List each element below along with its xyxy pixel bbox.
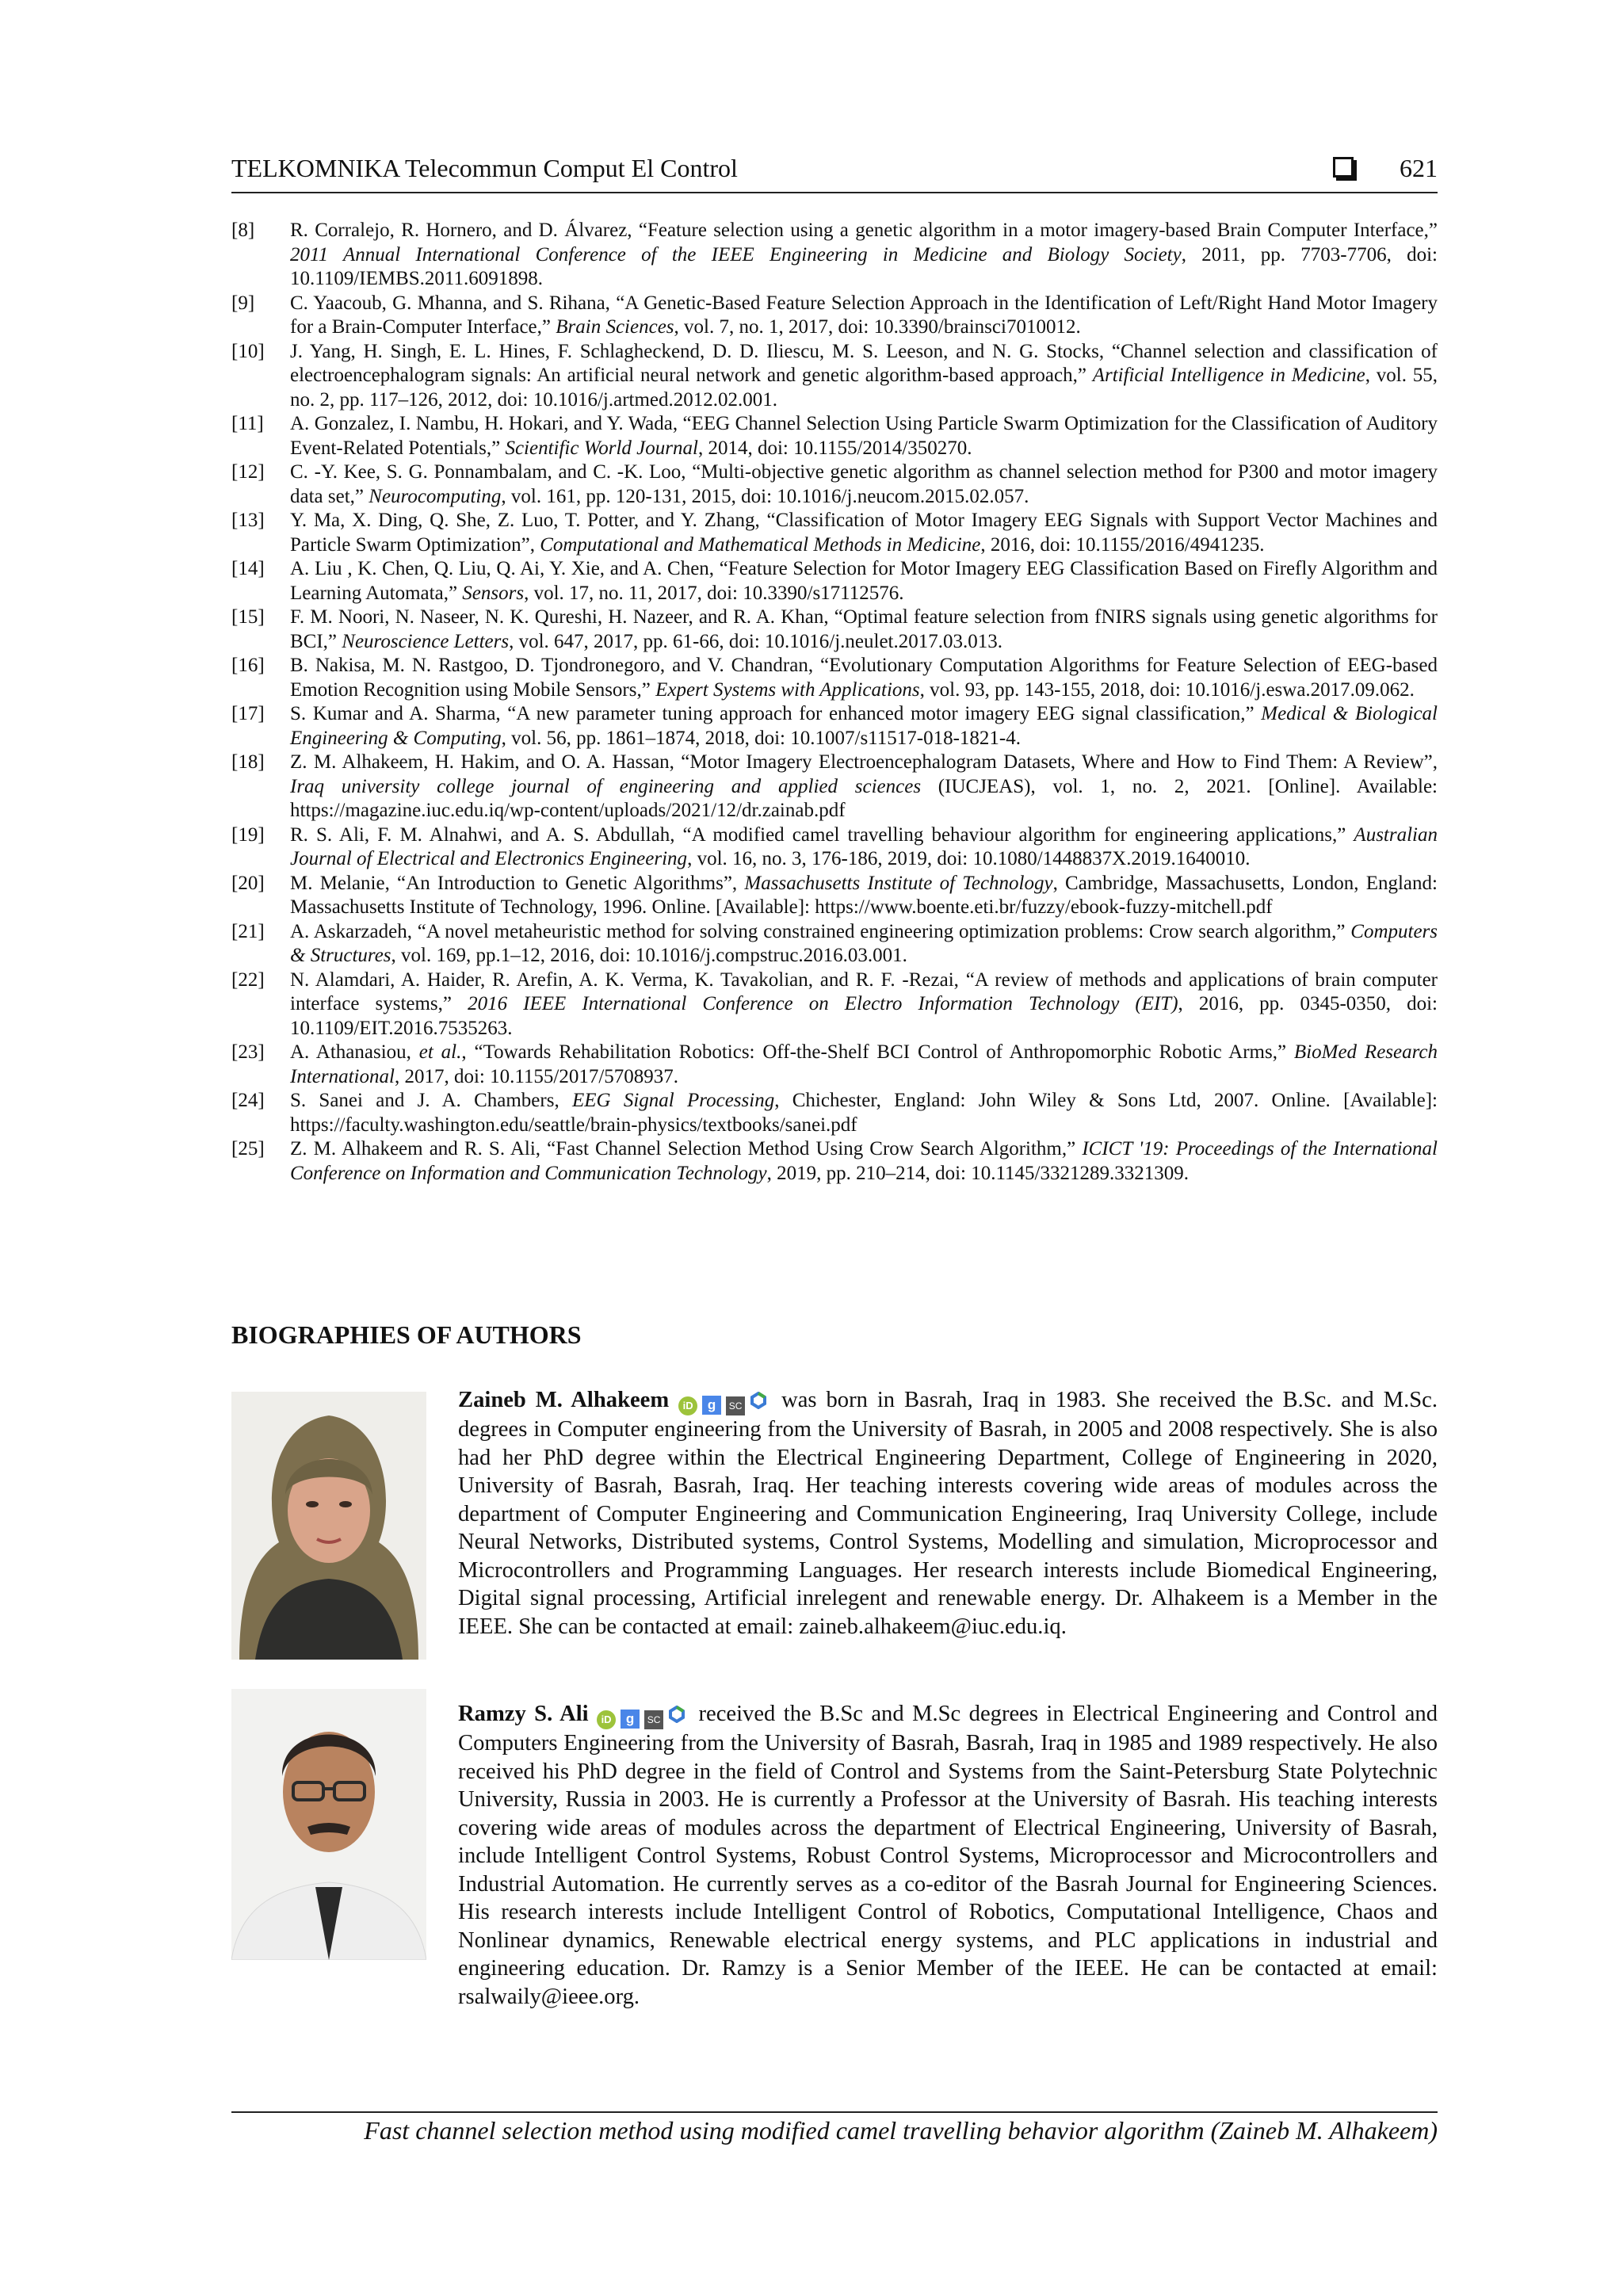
orcid-icon[interactable]: iD	[678, 1396, 697, 1415]
reference-segment: Z. M. Alhakeem, H. Hakim, and O. A. Hassan, “Motor Imagery Electroencephalogram Datasets, Where and How to Find Them: A Review”,	[290, 751, 1438, 773]
reference-text	[290, 920, 1438, 968]
author-photo-alhakeem	[231, 1392, 426, 1660]
reference-number: [16]	[231, 655, 265, 676]
reference-item	[231, 920, 1438, 968]
reference-source-italic: Medical & Biological Engineering & Computing	[290, 703, 1438, 749]
reference-text	[290, 219, 1438, 292]
reference-text	[290, 292, 1438, 340]
reference-number: [12]	[231, 461, 265, 483]
reference-source-italic: Australian Journal of Electrical and Electronics Engineering	[290, 823, 1438, 869]
reference-number: [20]	[231, 872, 265, 894]
reference-source-italic: Neuroscience Letters	[342, 630, 510, 652]
scopus-icon[interactable]: SC	[726, 1396, 745, 1415]
author-bio-text: was born in Basrah, Iraq in 1983. She received the B.Sc. and M.Sc. degrees in Computer engineering from the University of Basrah, in 2005 and 2008 respectively. She is also had her PhD degree within the Electrical Engineering Department, College of Engineering in 2020, University of Basrah, Basrah, Iraq. Her teaching interests covering wide areas of modules across the department of Computer Engineering and Communication Engineering, Iraq University College, include Neural Networks, Distributed systems, Control Systems, Modelling and simulation, Microprocessor and Microcontrollers and Programming Languages. Her research interests include Biomedical Engineering, Digital signal processing, Artificial inrelegent and renewable energy. Dr. Alhakeem is a Member in the IEEE. She can be contacted at email: zaineb.alhakeem@iuc.edu.iq.	[458, 1388, 1438, 1639]
reference-segment: Y. Ma, X. Ding, Q. She, Z. Luo, T. Potter, and Y. Zhang, “Classification of Motor Imagery EEG Signals with Support Vector Machines and Particle Swarm Optimization”,	[290, 510, 1438, 556]
reference-text	[290, 654, 1438, 702]
reference-item	[231, 872, 1438, 920]
orcid-icon[interactable]: iD	[597, 1710, 616, 1729]
reference-text	[290, 1137, 1438, 1186]
reference-number: [24]	[231, 1090, 265, 1111]
reference-item	[231, 606, 1438, 654]
reference-segment: , vol. 17, no. 11, 2017, doi: 10.3390/s17112576.	[524, 582, 904, 604]
reference-segment: , vol. 169, pp.1–12, 2016, doi: 10.1016/j.compstruc.2016.03.001.	[391, 945, 907, 966]
reference-number: [14]	[231, 558, 265, 579]
reference-segment: B. Nakisa, M. N. Rastgoo, D. Tjondronegoro, and V. Chandran, “Evolutionary Computation Algorithms for Feature Selection of EEG-based Emotion Recognition using Mobile Sensors,”	[290, 655, 1438, 701]
reference-text	[290, 872, 1438, 920]
reference-text	[290, 702, 1438, 751]
reference-segment: N. Alamdari, A. Haider, R. Arefin, A. K. Verma, K. Tavakolian, and R. F. -Rezai, “A review of methods and applications of brain computer interface systems,”	[290, 968, 1438, 1014]
reference-text	[290, 460, 1438, 509]
scopus-icon[interactable]: SC	[644, 1710, 663, 1729]
reference-item	[231, 509, 1438, 557]
reference-text	[290, 557, 1438, 606]
reference-text	[290, 1089, 1438, 1137]
reference-source-italic: 2011 Annual International Conference of the IEEE Engineering in Medicine and Biology Society	[290, 243, 1182, 266]
reference-source-italic: Sensors	[462, 582, 525, 604]
reference-source-italic: Computational and Mathematical Methods in Medicine	[540, 533, 981, 556]
reference-number: [25]	[231, 1138, 265, 1159]
author-bio-alhakeem	[458, 1386, 1438, 1641]
reference-segment: R. S. Ali, F. M. Alnahwi, and A. S. Abdullah, “A modified camel travelling behaviour algorithm for engineering applications,”	[290, 823, 1354, 846]
reference-item	[231, 702, 1438, 751]
reference-segment: , vol. 93, pp. 143-155, 2018, doi: 10.1016/j.eswa.2017.09.062.	[919, 678, 1415, 701]
reference-segment: , vol. 55, no. 2, pp. 117–126, 2012, doi: 10.1016/j.artmed.2012.02.001.	[290, 365, 1438, 411]
reference-source-italic: Neurocomputing	[369, 485, 502, 507]
reference-number: [8]	[231, 220, 255, 241]
reference-segment: , vol. 56, pp. 1861–1874, 2018, doi: 10.1007/s11517-018-1821-4.	[501, 727, 1021, 749]
reference-segment: , “Towards Rehabilitation Robotics: Off-the-Shelf BCI Control of Anthropomorphic Robotic Arms,”	[461, 1041, 1294, 1063]
reference-segment: A. Liu , K. Chen, Q. Liu, Q. Ai, Y. Xie, and A. Chen, “Feature Selection for Motor Imagery EEG Classification Based on Firefly Algorithm and Learning Automata,”	[290, 558, 1438, 604]
reference-segment: (IUCJEAS), vol. 1, no. 2, 2021. [Online]. Available: https://magazine.iuc.edu.iq/wp-content/uploads/2021/12/dr.zainab.pdf	[290, 775, 1438, 821]
reference-number: [13]	[231, 510, 265, 531]
reference-segment: A. Askarzadeh, “A novel metaheuristic method for solving constrained engineering optimization problems: Crow search algorithm,”	[290, 920, 1351, 942]
reference-source-italic: Artificial Intelligence in Medicine	[1092, 365, 1365, 386]
author-photo-ali	[231, 1689, 426, 1960]
page-header	[231, 151, 1438, 193]
reference-text	[290, 340, 1438, 413]
reference-segment: C. Yaacoub, G. Mhanna, and S. Rihana, “A Genetic-Based Feature Selection Approach in the Identification of Left/Right Hand Motor Imagery for a Brain-Computer Interface,”	[290, 292, 1438, 338]
reference-item	[231, 751, 1438, 823]
reference-item	[231, 1089, 1438, 1137]
reference-source-italic: Computers & Structures	[290, 920, 1438, 966]
reference-number: [15]	[231, 606, 265, 628]
reference-source-italic: Expert Systems with Applications	[655, 678, 920, 701]
reference-segment: Z. M. Alhakeem and R. S. Ali, “Fast Channel Selection Method Using Crow Search Algorithm,”	[290, 1138, 1083, 1159]
reference-segment: A. Athanasiou,	[290, 1041, 419, 1063]
reference-item	[231, 1137, 1438, 1186]
reference-segment: S. Sanei and J. A. Chambers,	[290, 1090, 572, 1111]
reference-segment: F. M. Noori, N. Naseer, N. K. Qureshi, H. Nazeer, and R. A. Khan, “Optimal feature selection from fNIRS signals using genetic algorithms for BCI,”	[290, 606, 1438, 652]
reference-segment: , vol. 7, no. 1, 2017, doi: 10.3390/brainsci7010012.	[674, 316, 1081, 338]
reference-segment: A. Gonzalez, I. Nambu, H. Hokari, and Y. Wada, “EEG Channel Selection Using Particle Swarm Optimization for the Classification of Auditory Event-Related Potentials,”	[290, 413, 1438, 459]
reference-item	[231, 1041, 1438, 1089]
reference-item	[231, 557, 1438, 606]
reference-text	[290, 509, 1438, 557]
reference-number: [21]	[231, 920, 265, 942]
reference-number: [23]	[231, 1041, 265, 1063]
reference-number: [17]	[231, 703, 265, 724]
reference-segment: , 2017, doi: 10.1155/2017/5708937.	[394, 1065, 679, 1087]
reference-item	[231, 460, 1438, 509]
google-scholar-icon[interactable]: g	[621, 1710, 640, 1729]
reference-source-italic: Scientific World Journal	[505, 437, 698, 459]
reference-segment: , vol. 647, 2017, pp. 61-66, doi: 10.1016/j.neulet.2017.03.013.	[509, 630, 1002, 652]
reference-segment: , 2014, doi: 10.1155/2014/350270.	[697, 437, 972, 459]
author-name: Zaineb M. Alhakeem	[458, 1388, 670, 1412]
reference-text	[290, 823, 1438, 872]
reference-text	[290, 968, 1438, 1041]
reference-number: [10]	[231, 340, 265, 362]
reference-text	[290, 606, 1438, 654]
author-bio-ali	[458, 1700, 1438, 2011]
reference-source-italic: BioMed Research International	[290, 1041, 1438, 1087]
reference-segment: M. Melanie, “An Introduction to Genetic Algorithms”,	[290, 872, 745, 894]
reference-list	[231, 219, 1438, 1186]
reference-segment: , Chichester, England: John Wiley & Sons Ltd, 2007. Online. [Available]: https://faculty.washington.edu/seattle/brain-physics/textbooks/sanei.pdf	[290, 1090, 1438, 1136]
reference-segment: , vol. 16, no. 3, 176-186, 2019, doi: 10.1080/1448837X.2019.1640010.	[687, 848, 1251, 869]
author-bio-text: received the B.Sc and M.Sc degrees in Electrical Engineering and Control and Computers Engineering from the University of Basrah, Basrah, Iraq in 1985 and 1989 respectively. He also received his PhD degree in the field of Control and Systems from the Saint-Petersburg State Polytechnic University, Russia in 2003. He is currently a Professor at the University of Basrah. His teaching interests covering wide areas of modules across the department of Electrical Engineering, University of Basrah, include Intelligent Control Systems, Robust Control Systems, Microprocessor and Microcontrollers and Industrial Automation. He currently serves as a co-editor of the Basrah Journal for Engineering Sciences. His research interests include Intelligent Control of Robotics, Computational Intelligence, Chaos and Nonlinear dynamics, Renewable electrical energy systems, and PLC applications in industrial and engineering education. Dr. Ramzy is a Senior Member of the IEEE. He can be contacted at email: rsalwaily@ieee.org.	[458, 1702, 1438, 2009]
reference-item	[231, 823, 1438, 872]
biographies-heading: BIOGRAPHIES OF AUTHORS	[231, 1320, 582, 1349]
footer-rule	[231, 2111, 1438, 2113]
reference-item	[231, 340, 1438, 413]
reference-segment: R. Corralejo, R. Hornero, and D. Álvarez, “Feature selection using a genetic algorithm in a motor imagery-based Brain Computer Interface,”	[290, 220, 1438, 241]
reference-segment: , 2016, pp. 0345-0350, doi: 10.1109/EIT.2016.7535263.	[290, 993, 1438, 1039]
reference-source-italic: et al.	[418, 1041, 462, 1063]
reference-segment: , Cambridge, Massachusetts, London, England: Massachusetts Institute of Technology, 1996. Online. [Available]: https://www.boente.eti.br/fuzzy/ebook-fuzzy-mitchell.pdf	[290, 872, 1438, 918]
reference-text	[290, 751, 1438, 823]
reference-number: [11]	[231, 413, 264, 434]
reference-segment: J. Yang, H. Singh, E. L. Hines, F. Schlagheckend, D. D. Iliescu, M. S. Leeson, and N. G. Stocks, “Channel selection and classification of electroencephalogram signals: An artificial neural network and genetic algorithm-based approach,”	[290, 340, 1438, 386]
reference-text	[290, 412, 1438, 460]
reference-source-italic: 2016 IEEE International Conference on Electro Information Technology (EIT)	[468, 993, 1178, 1014]
reference-number: [9]	[231, 292, 255, 314]
publons-icon[interactable]	[668, 1706, 685, 1725]
reference-source-italic: EEG Signal Processing	[571, 1090, 775, 1111]
reference-item	[231, 292, 1438, 340]
reference-item	[231, 412, 1438, 460]
reference-item	[231, 654, 1438, 702]
page-number: 621	[1400, 154, 1438, 182]
reference-text	[290, 1041, 1438, 1089]
reference-number: [18]	[231, 751, 265, 773]
running-footer: Fast channel selection method using modified camel travelling behavior algorithm (Zaineb M. Alhakeem)	[364, 2116, 1438, 2145]
publons-icon[interactable]	[750, 1392, 767, 1411]
reference-source-italic: Brain Sciences	[556, 316, 674, 338]
square-box-icon	[1333, 157, 1354, 178]
reference-segment: , 2011, pp. 7703-7706, doi: 10.1109/IEMBS.2011.6091898.	[290, 243, 1438, 289]
reference-segment: S. Kumar and A. Sharma, “A new parameter tuning approach for enhanced motor imagery EEG signal classification,”	[290, 703, 1262, 724]
reference-number: [19]	[231, 823, 265, 846]
reference-source-italic: Iraq university college journal of engineering and applied sciences	[290, 775, 922, 797]
reference-source-italic: ICICT '19: Proceedings of the International Conference on Information and Communication Technology	[290, 1138, 1438, 1184]
author-name: Ramzy S. Ali	[458, 1702, 589, 1726]
reference-item	[231, 968, 1438, 1041]
reference-segment: , vol. 161, pp. 120-131, 2015, doi: 10.1016/j.neucom.2015.02.057.	[501, 485, 1029, 507]
reference-item	[231, 219, 1438, 292]
journal-title: TELKOMNIKA Telecommun Comput El Control	[231, 154, 738, 182]
reference-segment: , 2016, doi: 10.1155/2016/4941235.	[980, 533, 1265, 556]
google-scholar-icon[interactable]: g	[702, 1396, 721, 1415]
reference-segment: C. -Y. Kee, S. G. Ponnambalam, and C. -K. Loo, “Multi-objective genetic algorithm as channel selection method for P300 and motor imagery data set,”	[290, 461, 1438, 507]
reference-number: [22]	[231, 968, 265, 991]
reference-segment: , 2019, pp. 210–214, doi: 10.1145/3321289.3321309.	[766, 1162, 1189, 1184]
reference-source-italic: Massachusetts Institute of Technology	[744, 872, 1053, 894]
